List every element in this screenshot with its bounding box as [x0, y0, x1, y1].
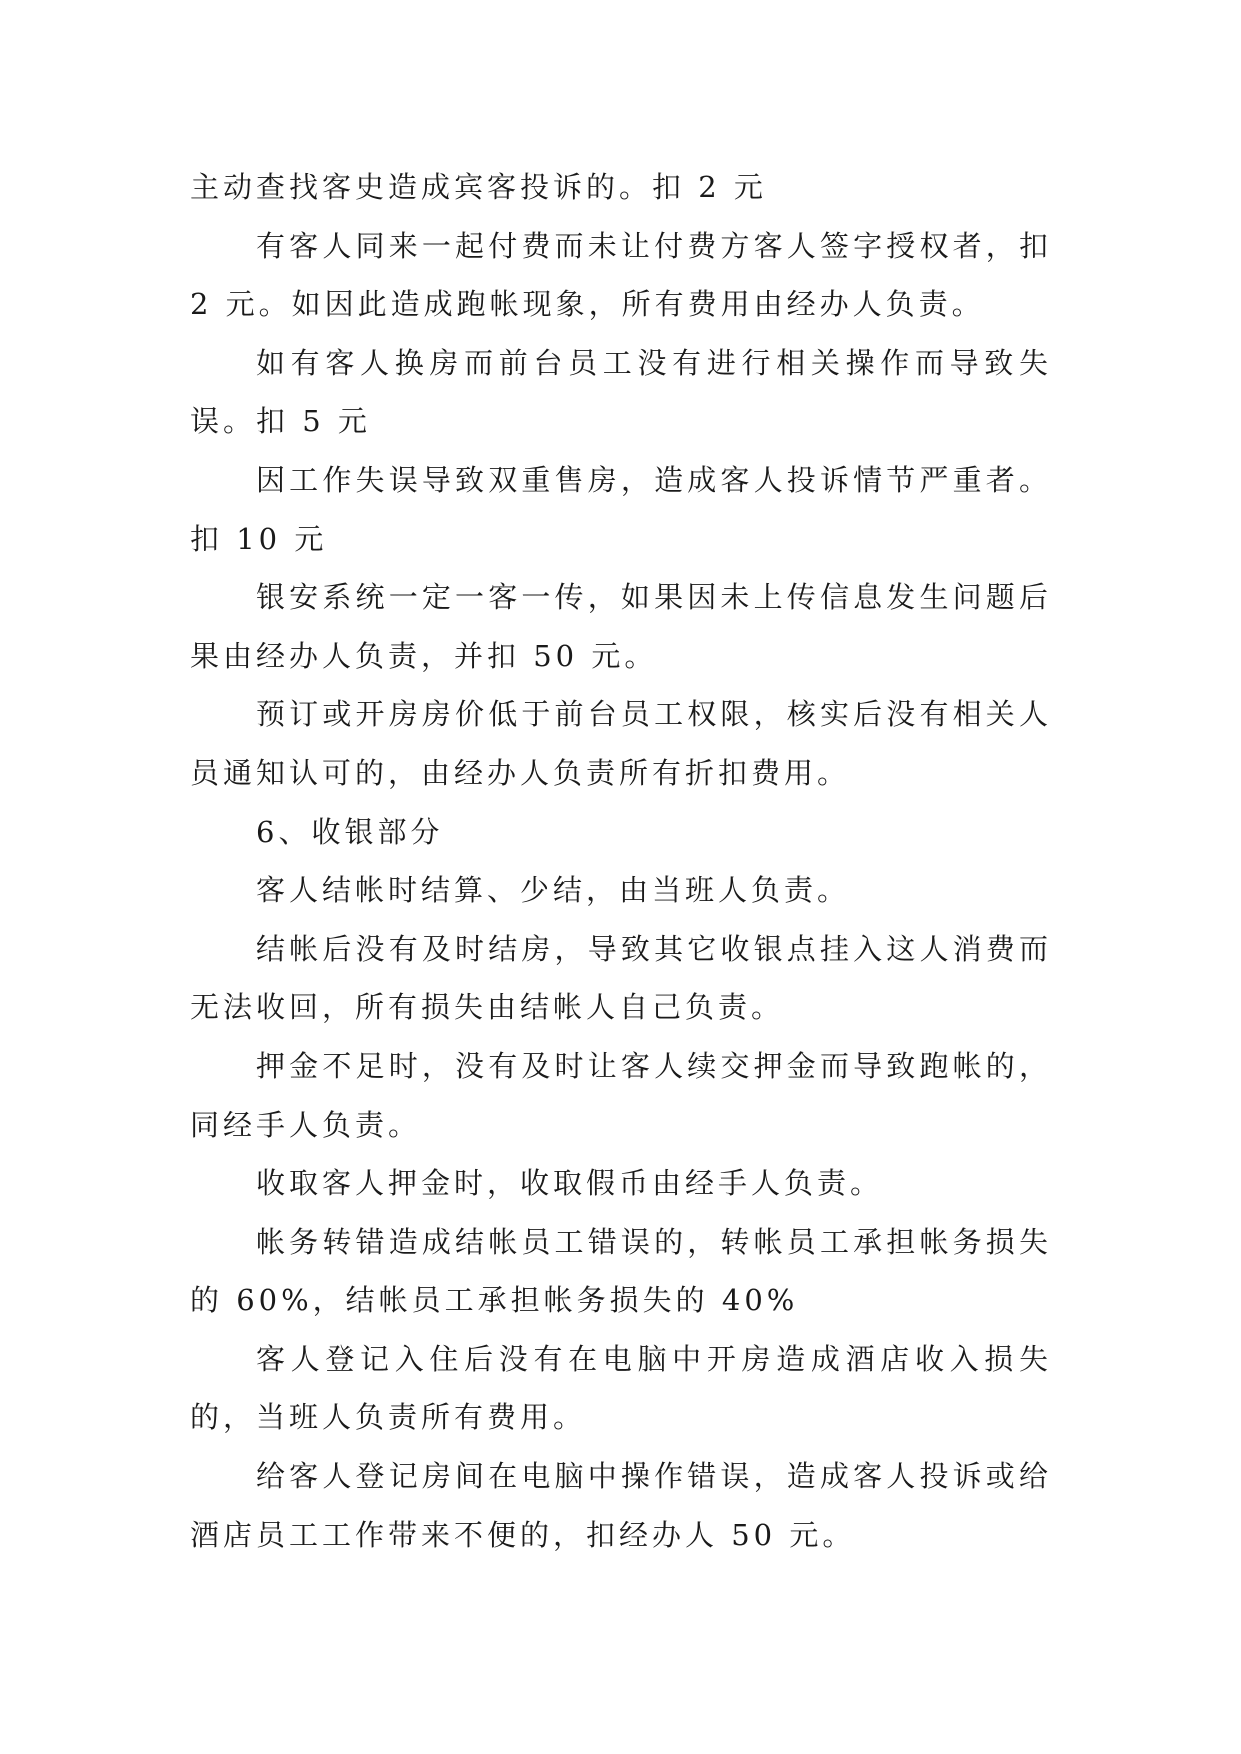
paragraph-late-room-close: 结帐后没有及时结房，导致其它收银点挂入这人消费而无法收回，所有损失由结帐人自己负责。 — [190, 931, 1052, 1025]
paragraph-unregistered-checkin: 客人登记入住后没有在电脑中开房造成酒店收入损失的，当班人负责所有费用。 — [190, 1341, 1052, 1435]
paragraph-transfer-error: 帐务转错造成结帐员工错误的，转帐员工承担帐务损失的 60%，结帐员工承担帐务损失的 40% — [190, 1224, 1052, 1318]
paragraph-double-sale: 因工作失误导致双重售房，造成客人投诉情节严重者。扣 10 元 — [190, 462, 1052, 556]
paragraph-registration-error: 给客人登记房间在电脑中操作错误，造成客人投诉或给酒店员工工作带来不便的，扣经办人 50 元。 — [190, 1459, 1052, 1552]
section-heading-cashier: 6、收银部分 — [256, 814, 444, 849]
paragraph-checkout-settlement: 客人结帐时结算、少结，由当班人负责。 — [256, 873, 851, 908]
paragraph-room-change-error: 如有客人换房而前台员工没有进行相关操作而导致失误。扣 5 元 — [190, 345, 1052, 439]
document-body — [190, 158, 1052, 1564]
paragraph-guest-history-complaint: 主动查找客史造成宾客投诉的。扣 2 元 — [190, 170, 767, 204]
paragraph-counterfeit-deposit: 收取客人押金时，收取假币由经手人负责。 — [256, 1166, 884, 1201]
paragraph-rate-authority: 预订或开房房价低于前台员工权限，核实后没有相关人员通知认可的，由经办人负责所有折扣费用。 — [190, 697, 1052, 790]
paragraph-payer-authorization: 有客人同来一起付费而未让付费方客人签字授权者，扣 2 元。如因此造成跑帐现象，所有费用由经办人负责。 — [190, 228, 1052, 322]
paragraph-security-system-upload: 银安系统一定一客一传，如果因未上传信息发生问题后果由经办人负责，并扣 50 元。 — [190, 580, 1052, 673]
paragraph-insufficient-deposit: 押金不足时，没有及时让客人续交押金而导致跑帐的，同经手人负责。 — [190, 1048, 1052, 1142]
